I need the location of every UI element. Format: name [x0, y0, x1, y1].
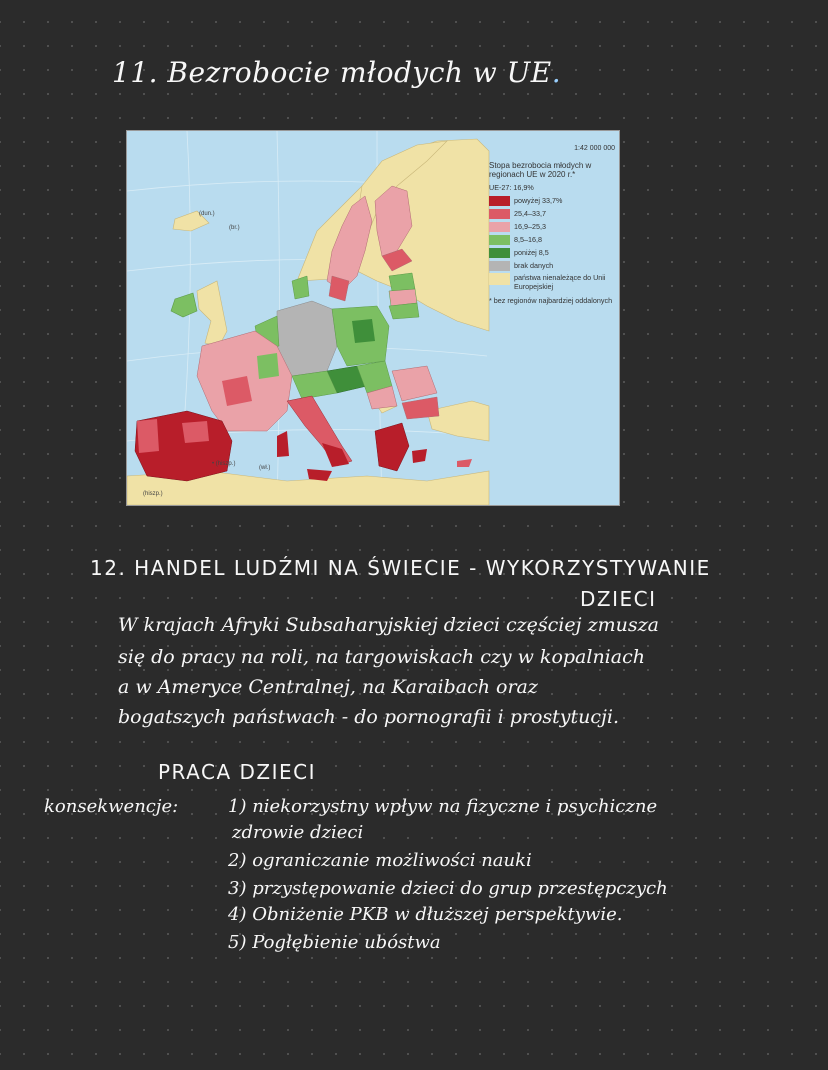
- svg-text:(hiszp.): (hiszp.): [143, 491, 163, 497]
- map-title: Stopa bezrobocia młodych w regionach UE w 2020 r.*: [489, 161, 592, 179]
- map-footnote: * bez regionów najbardziej oddalonych: [489, 296, 613, 305]
- map-average: UE-27: 16,9%: [489, 183, 534, 192]
- legend-item: 8,5–16,8: [489, 234, 615, 246]
- legend-swatch: [489, 273, 510, 285]
- section-2-title-cont: DZIECI: [580, 587, 657, 611]
- svg-text:(br.): (br.): [229, 225, 240, 231]
- consequence-item: 4) Obniżenie PKB w dłuższej perspektywie.: [228, 904, 623, 925]
- legend-item: brak danych: [489, 260, 615, 272]
- eu-youth-unemployment-map: [127, 131, 619, 505]
- consequence-item: 5) Pogłębienie ubóstwa: [228, 932, 441, 953]
- legend-item: państwa nienależące do Unii Europejskiej: [489, 273, 615, 293]
- consequences-label: konsekwencje:: [44, 796, 179, 817]
- legend-swatch: [489, 196, 510, 206]
- map-legend: [489, 145, 615, 305]
- paragraph-line: a w Ameryce Centralnej, na Karaibach oraz: [118, 676, 538, 698]
- legend-item: 25,4–33,7: [489, 208, 615, 220]
- paragraph-line: W krajach Afryki Subsaharyjskiej dzieci częściej zmusza: [118, 614, 659, 636]
- subtitle-praca-dzieci: PRACA DZIECI: [158, 760, 316, 784]
- svg-text:• (hiszp.): • (hiszp.): [212, 461, 236, 467]
- legend-item: 16,9–25,3: [489, 221, 615, 233]
- paragraph-line: bogatszych państwach - do pornografii i prostytucji.: [118, 706, 620, 728]
- paragraph-line: się do pracy na roli, na targowiskach czy w kopalniach: [118, 646, 645, 668]
- legend-swatch: [489, 209, 510, 219]
- svg-text:(dun.): (dun.): [199, 211, 215, 217]
- legend-swatch: [489, 235, 510, 245]
- map-scale: 1:42 000 000: [574, 145, 615, 152]
- consequence-item: 2) ograniczanie możliwości nauki: [228, 850, 532, 871]
- legend-swatch: [489, 261, 510, 271]
- consequence-item: 1) niekorzystny wpływ na fizyczne i psychiczne: [228, 796, 658, 817]
- consequence-item: 3) przystępowanie dzieci do grup przestępczych: [228, 878, 668, 899]
- legend-item: poniżej 8,5: [489, 247, 615, 259]
- legend-swatch: [489, 248, 510, 258]
- svg-text:(wł.): (wł.): [259, 465, 271, 471]
- legend-swatch: [489, 222, 510, 232]
- consequence-item-cont: zdrowie dzieci: [232, 822, 364, 843]
- legend-item: powyżej 33,7%: [489, 195, 615, 207]
- section-2-title: 12. HANDEL LUDŹMI NA ŚWIECIE - WYKORZYSTYWANIE: [90, 556, 711, 580]
- section-1-title: 11. Bezrobocie młodych w UE.: [112, 56, 562, 89]
